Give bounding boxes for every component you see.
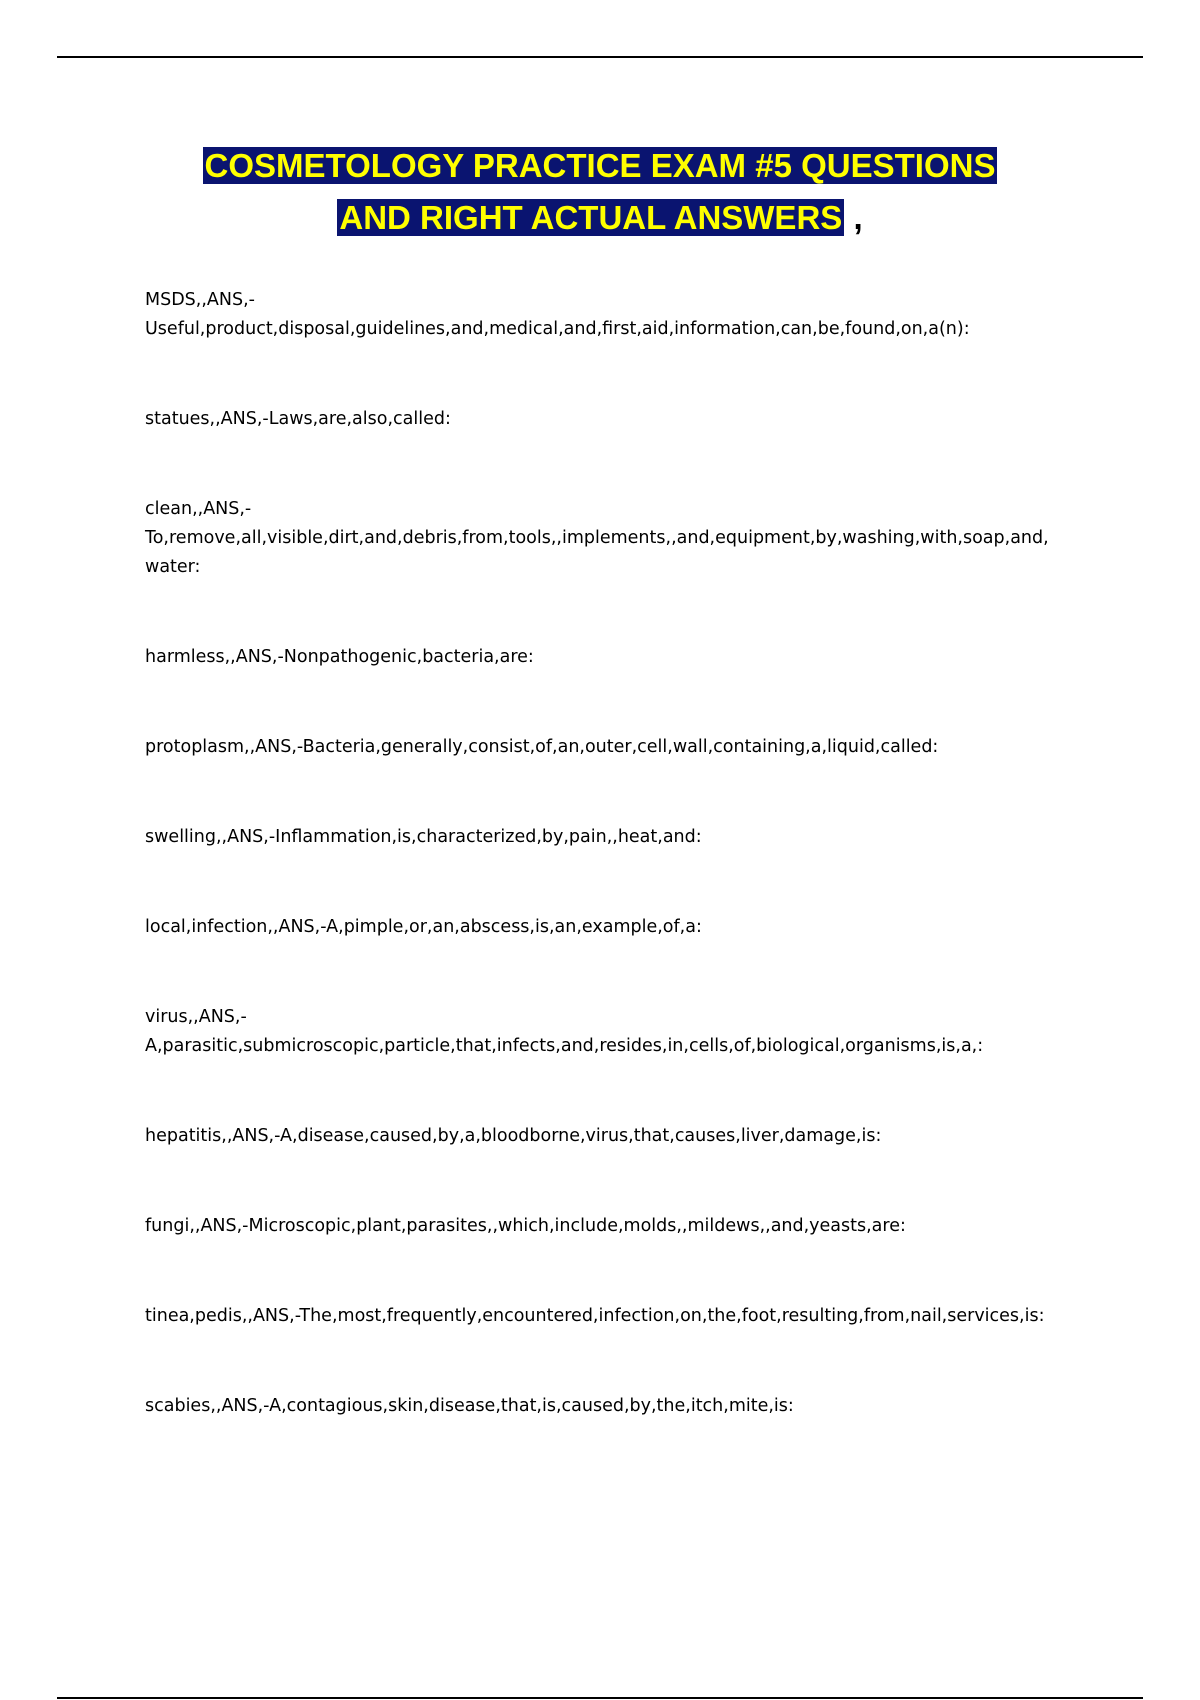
top-rule xyxy=(57,56,1143,58)
qa-answer: swelling,,ANS,- xyxy=(145,827,276,847)
document-title xyxy=(0,140,1200,244)
qa-question: A,pimple,or,an,abscess,is,an,example,of,a: xyxy=(326,917,702,937)
qa-answer: MSDS,,ANS,- xyxy=(145,290,255,310)
qa-item xyxy=(145,1392,1085,1421)
title-line-1 xyxy=(0,140,1200,192)
qa-item xyxy=(145,286,1085,344)
bottom-rule xyxy=(57,1697,1143,1699)
qa-answer: protoplasm,,ANS,- xyxy=(145,737,303,757)
qa-answer: statues,,ANS,- xyxy=(145,409,269,429)
title-highlight-2: AND RIGHT ACTUAL ANSWERS xyxy=(339,199,843,236)
qa-item xyxy=(145,733,1085,762)
title-trailing-comma: , xyxy=(844,199,863,236)
qa-question: The,most,frequently,encountered,infection,on,the,foot,resulting,from,nail,services,is: xyxy=(299,1306,1045,1326)
qa-answer: fungi,,ANS,- xyxy=(145,1216,249,1236)
qa-question: To,remove,all,visible,dirt,and,debris,from,tools,,implements,,and,equipment,by,washing,with,soap,and, water: xyxy=(145,528,1049,577)
qa-item xyxy=(145,405,1085,434)
qa-question: A,parasitic,submicroscopic,particle,that,infects,and,resides,in,cells,of,biological,organisms,is,a,: xyxy=(145,1036,984,1056)
title-line-2 xyxy=(0,192,1200,244)
qa-item xyxy=(145,1212,1085,1241)
qa-list xyxy=(145,286,1085,1482)
qa-question: A,contagious,skin,disease,that,is,caused,by,the,itch,mite,is: xyxy=(269,1396,794,1416)
qa-item xyxy=(145,1003,1085,1061)
title-highlight-1: COSMETOLOGY PRACTICE EXAM #5 QUESTIONS xyxy=(204,147,996,184)
qa-question: Bacteria,generally,consist,of,an,outer,cell,wall,containing,a,liquid,called: xyxy=(302,737,939,757)
qa-item xyxy=(145,1302,1085,1331)
qa-answer: tinea,pedis,,ANS,- xyxy=(145,1306,300,1326)
qa-item xyxy=(145,823,1085,852)
qa-answer: scabies,,ANS,- xyxy=(145,1396,270,1416)
qa-answer: local,infection,,ANS,- xyxy=(145,917,327,937)
qa-item xyxy=(145,913,1085,942)
qa-question: A,disease,caused,by,a,bloodborne,virus,that,causes,liver,damage,is: xyxy=(280,1126,882,1146)
qa-question: Useful,product,disposal,guidelines,and,medical,and,first,aid,information,can,be,found,on,a(n): xyxy=(145,319,970,339)
qa-answer: hepatitis,,ANS,- xyxy=(145,1126,281,1146)
qa-answer: harmless,,ANS,- xyxy=(145,647,284,667)
qa-item xyxy=(145,495,1085,582)
qa-question: Laws,are,also,called: xyxy=(268,409,451,429)
qa-item xyxy=(145,643,1085,672)
qa-question: Inflammation,is,characterized,by,pain,,heat,and: xyxy=(275,827,702,847)
qa-question: Microscopic,plant,parasites,,which,include,molds,,mildews,,and,yeasts,are: xyxy=(248,1216,906,1236)
qa-item xyxy=(145,1122,1085,1151)
qa-answer: clean,,ANS,- xyxy=(145,499,252,519)
qa-answer: virus,,ANS,- xyxy=(145,1007,247,1027)
qa-question: Nonpathogenic,bacteria,are: xyxy=(283,647,534,667)
